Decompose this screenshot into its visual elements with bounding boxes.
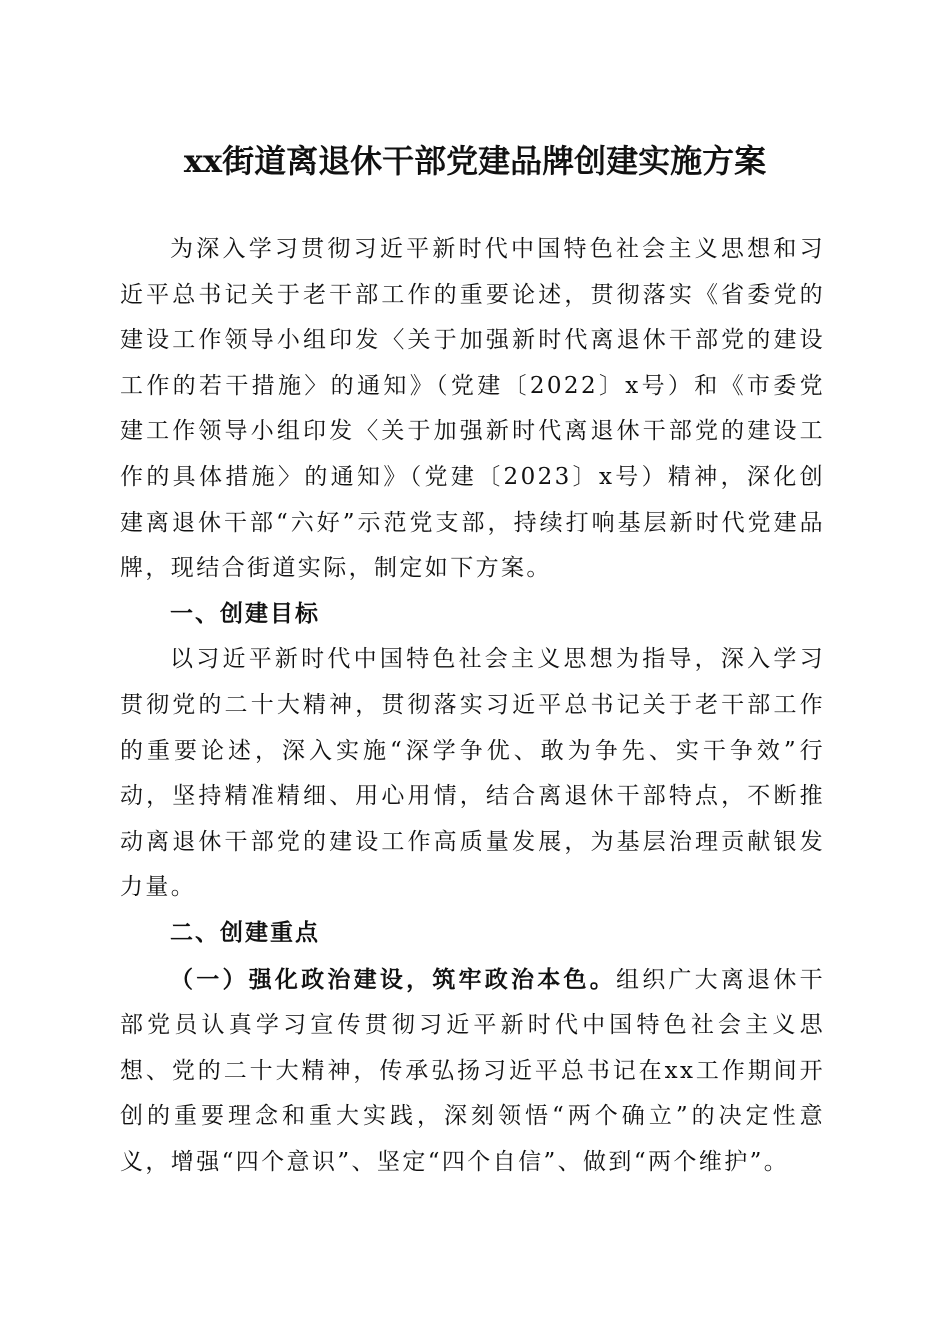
document-body bbox=[120, 227, 825, 1185]
focus-item-1-lead: （一）强化政治建设，筑牢政治本色。 bbox=[170, 965, 616, 993]
section-goals-paragraph: 以习近平新时代中国特色社会主义思想为指导，深入学习贯彻党的二十大精神，贯彻落实习近平总书记关于老干部工作的重要论述，深入实施“深学争优、敢为争先、实干争效”行动，坚持精准精细、用心用情，结合离退休干部特点，不断推动离退休干部党的建设工作高质量发展，为基层治理贡献银发力量。 bbox=[120, 646, 825, 901]
focus-item-1-body: 组织广大离退休干部党员认真学习宣传贯彻习近平新时代中国特色社会主义思想、党的二十大精神，传承弘扬习近平总书记在xx工作期间开创的重要理念和重大实践，深刻领悟“两个确立”的决定性意义，增强“四个意识”、坚定“四个自信”、做到“两个维护”。 bbox=[120, 966, 825, 1175]
section-heading-focus: 二、创建重点 bbox=[170, 919, 320, 946]
focus-item-1-paragraph bbox=[120, 957, 825, 1186]
document-title: xx街道离退休干部党建品牌创建实施方案 bbox=[183, 142, 767, 180]
intro-paragraph: 为深入学习贯彻习近平新时代中国特色社会主义思想和习近平总书记关于老干部工作的重要论述，贯彻落实《省委党的建设工作领导小组印发〈关于加强新时代离退休干部党的建设工作的若干措施〉的通知》（党建〔2022〕x号）和《市委党建工作领导小组印发〈关于加强新时代离退休干部党的建设工作的具体措施〉的通知》（党建〔2023〕x号）精神，深化创建离退休干部“六好”示范党支部，持续打响基层新时代党建品牌，现结合街道实际，制定如下方案。 bbox=[120, 236, 825, 582]
section-heading-goals: 一、创建目标 bbox=[170, 600, 320, 627]
